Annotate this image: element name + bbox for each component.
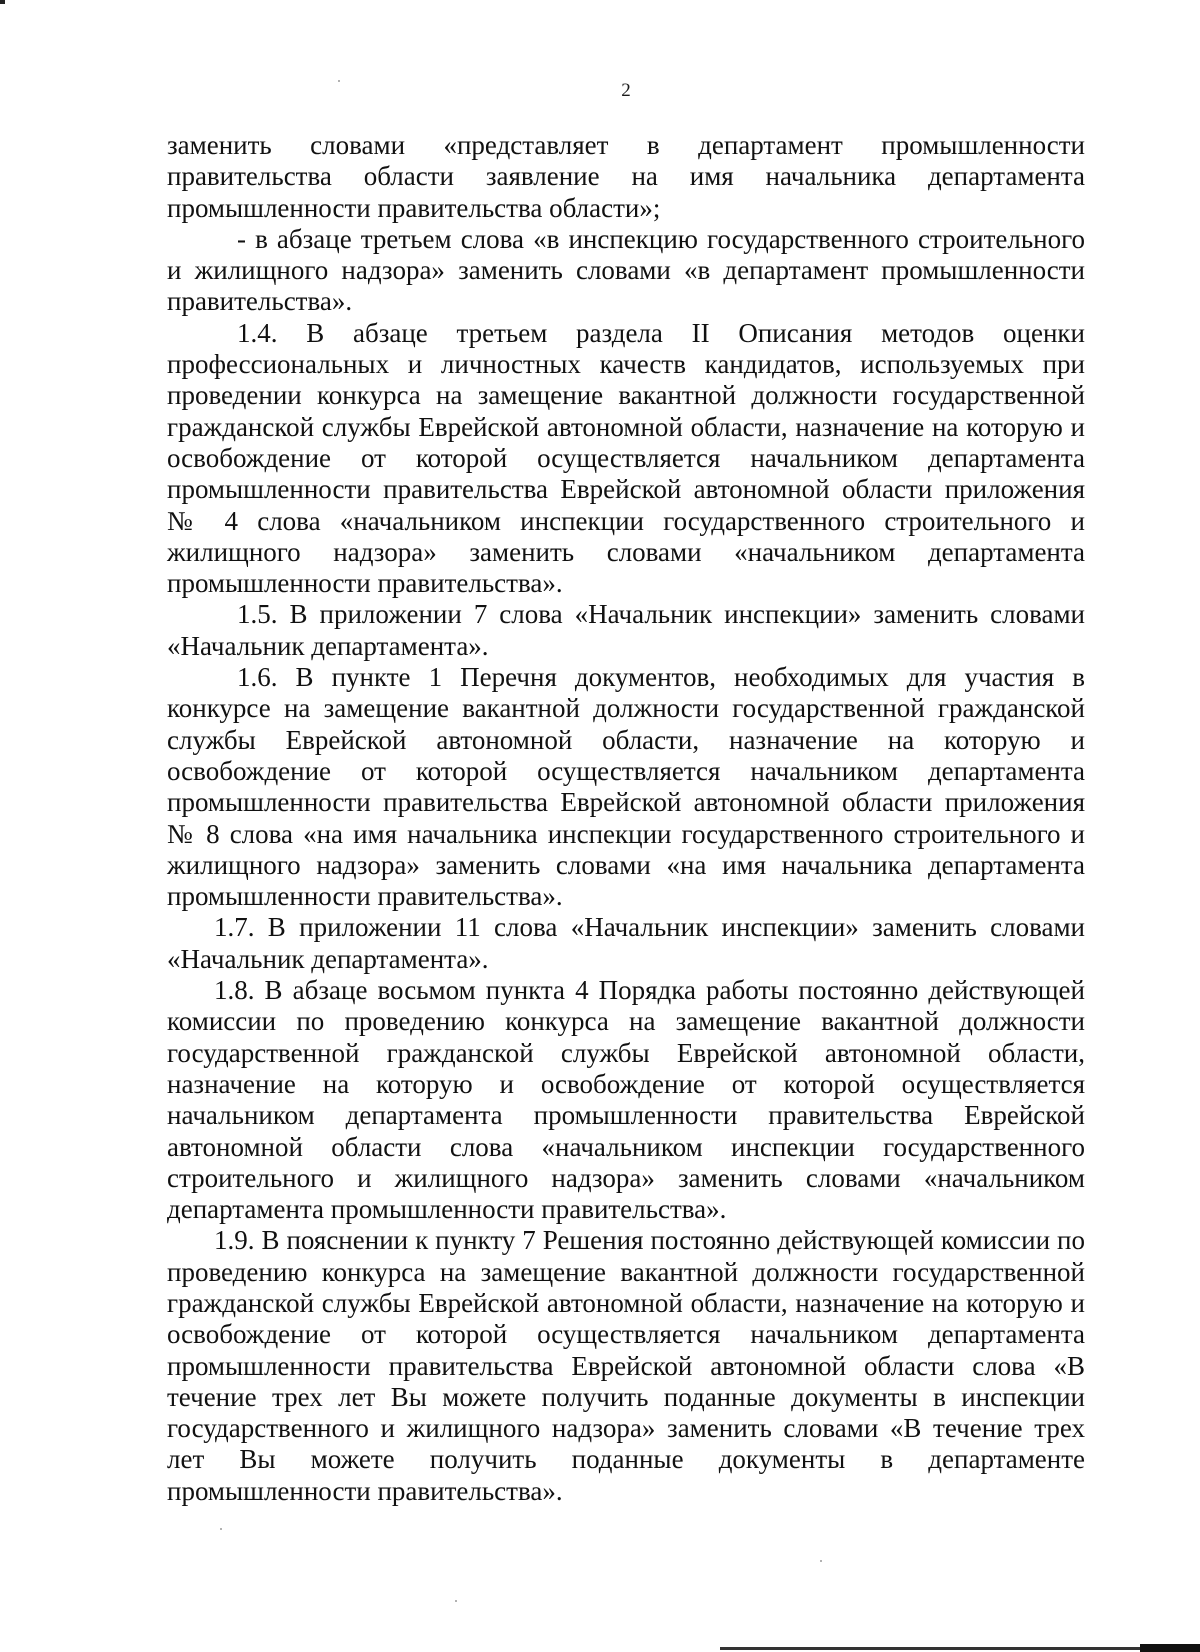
paragraph-1-6: 1.6. В пункте 1 Перечня документов, необходимых для участия в конкурсе на замещение вакантной должности государственной гражданской службы Еврейской автономной области, назначение на которую и освобождение от которой осуществляется начальником департамента промышленности правительства Еврейской автономной области приложения № 8 слова «на имя начальника инспекции государственного строительного и жилищного надзора» заменить словами «на имя начальника департамента промышленности правительства». (167, 662, 1085, 912)
paragraph-continuation: заменить словами «представляет в департамент промышленности правительства области заявление на имя начальника департамента промышленности правительства области»; (167, 130, 1085, 223)
scan-edge-line (720, 1647, 1190, 1650)
scan-speck (820, 1560, 822, 1562)
scan-corner-mark (0, 0, 5, 4)
paragraph-1-8: 1.8. В абзаце восьмом пункта 4 Порядка работы постоянно действующей комиссии по проведению конкурса на замещение вакантной должности государственной гражданской службы Еврейской автономной области, назначение на которую и освобождение от которой осуществляется начальником департамента промышленности правительства Еврейской автономной области слова «начальником инспекции государственного строительного и жилищного надзора» заменить словами «начальником департамента промышленности правительства». (167, 975, 1085, 1225)
document-body (167, 130, 1085, 1507)
paragraph-1-4: 1.4. В абзаце третьем раздела II Описания методов оценки профессиональных и личностных качеств кандидатов, используемых при проведении конкурса на замещение вакантной должности государственной гражданской службы Еврейской автономной области, назначение на которую и освобождение от которой осуществляется начальником департамента промышленности правительства Еврейской автономной области приложения № 4 слова «начальником инспекции государственного строительного и жилищного надзора» заменить словами «начальником департамента промышленности правительства». (167, 317, 1085, 599)
paragraph-1-9: 1.9. В пояснении к пункту 7 Решения постоянно действующей комиссии по проведению конкурса на замещение вакантной должности государственной гражданской службы Еврейской автономной области, назначение на которую и освобождение от которой осуществляется начальником департамента промышленности правительства Еврейской автономной области слова «В течение трех лет Вы можете получить поданные документы в инспекции государственного и жилищного надзора» заменить словами «В течение трех лет Вы можете получить поданные документы в департаменте промышленности правительства». (167, 1225, 1085, 1506)
scan-speck (455, 1600, 457, 1602)
scan-speck (338, 80, 340, 82)
paragraph-dash-item: - в абзаце третьем слова «в инспекцию государственного строительного и жилищного надзора» заменить словами «в департамент промышленности правительства». (167, 223, 1085, 317)
scan-speck (220, 1528, 222, 1530)
page-number: 2 (621, 80, 631, 101)
paragraph-1-5: 1.5. В приложении 7 слова «Начальник инспекции» заменить словами «Начальник департамента». (167, 599, 1085, 661)
scan-bottom-edge (600, 1644, 1200, 1652)
scan-edge-block (1140, 1644, 1200, 1652)
paragraph-1-7: 1.7. В приложении 11 слова «Начальник инспекции» заменить словами «Начальник департамента». (167, 912, 1085, 974)
